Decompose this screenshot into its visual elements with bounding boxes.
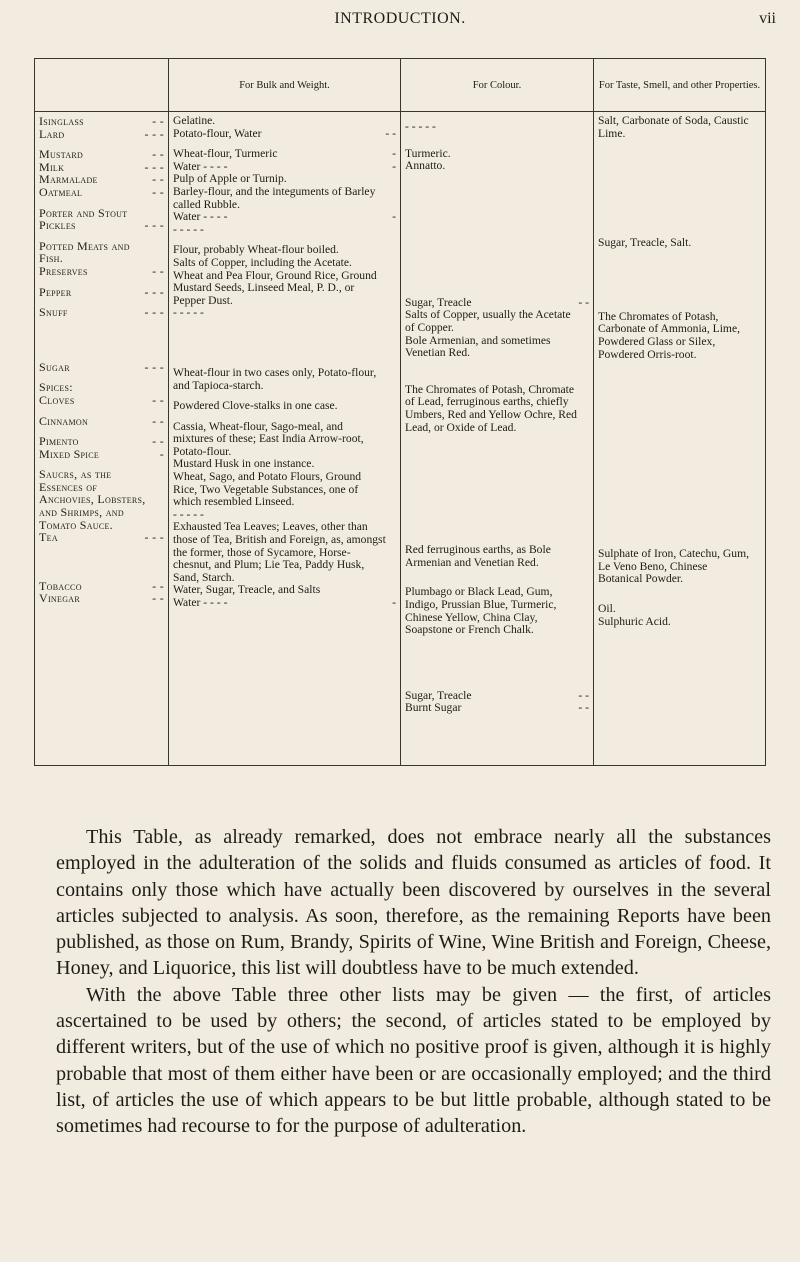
- entry-text: Powdered Clove-stalks in one case.: [173, 399, 338, 413]
- entry-text: - - - - -: [405, 120, 436, 133]
- entry-text: Mustard Husk in one instance.: [173, 457, 315, 471]
- table-cell-entry: [173, 257, 396, 270]
- entry-text: - - - - -: [173, 222, 204, 236]
- leader-dashes: - - -: [144, 218, 164, 233]
- table-cell-entry: [598, 311, 761, 361]
- table-cell-entry: [173, 421, 396, 459]
- entry-text: Annatto.: [405, 159, 446, 173]
- entry-text: Lard: [39, 126, 65, 141]
- leader-dashes: - -: [152, 591, 164, 606]
- table-cell-entry: [405, 586, 589, 636]
- table-body-row: [35, 112, 766, 766]
- entry-text: Tea: [39, 530, 58, 545]
- article-entry: [39, 265, 164, 278]
- article-entry: [39, 286, 164, 299]
- leader-dashes: -: [392, 147, 396, 161]
- entry-text: Water - - - -: [173, 159, 228, 173]
- table-cell-entry: [405, 384, 589, 434]
- entry-text: Pimento: [39, 434, 79, 449]
- bulk-column: [169, 112, 401, 766]
- entry-text: Vinegar: [39, 591, 80, 606]
- leader-dashes: - -: [152, 263, 164, 278]
- table-cell-entry: [173, 186, 396, 211]
- entry-text: Isinglass: [39, 114, 84, 128]
- adulterants-table: [34, 58, 766, 766]
- entry-text: The Chromates of Potash, Carbonate of Ammonia, Lime, Powdered Glass or Silex, Powdered Orris-root.: [598, 309, 740, 361]
- leader-dashes: -: [392, 159, 396, 173]
- entry-text: Sugar, Treacle, Salt.: [598, 236, 692, 250]
- entry-text: Cloves: [39, 392, 75, 407]
- table-cell-entry: [173, 307, 396, 320]
- entry-text: Cinnamon: [39, 413, 89, 428]
- column-header-article: [35, 59, 169, 112]
- entry-text: Milk: [39, 159, 65, 174]
- article-entry: [39, 448, 164, 461]
- leader-dashes: - - -: [144, 305, 164, 320]
- leader-dashes: - -: [385, 126, 396, 140]
- leader-dashes: - - -: [144, 359, 164, 374]
- entry-text: Tobacco: [39, 578, 82, 593]
- leader-dashes: - -: [578, 701, 589, 715]
- entry-text: Mustard: [39, 147, 84, 162]
- table-cell-entry: [405, 544, 589, 569]
- page-number: vii: [759, 10, 776, 27]
- entry-text: Flour, probably Wheat-flour boiled.: [173, 243, 339, 257]
- entry-text: Salts of Copper, usually the Acetate of Copper.: [405, 308, 571, 334]
- table-cell-entry: [405, 335, 589, 360]
- entry-text: Plumbago or Black Lead, Gum, Indigo, Prussian Blue, Turmeric, Chinese Yellow, China Clay, Soapstone or French Chalk.: [405, 585, 557, 637]
- colour-column: [401, 112, 594, 766]
- table-cell-entry: [598, 115, 761, 140]
- entry-text: Barley-flour, and the integuments of Barley called Rubble.: [173, 184, 376, 211]
- table-cell-entry: [173, 597, 396, 610]
- leader-dashes: - -: [152, 392, 164, 407]
- table-cell-entry: [173, 270, 396, 308]
- paragraph: This Table, as already remarked, does not embrace nearly all the substances employed in the adulteration of the solids and fluids consumed as articles of food. It contains only those which have actually been discovered by ourselves in the several articles subjected to analysis. As soon, therefore, as the remaining Reports have been published, as those on Rum, Brandy, Spirits of Wine, Wine British and Foreign, Cheese, Honey, and Liquorice, this list will doubtless have to be much extended.: [56, 826, 771, 980]
- entry-text: Preserves: [39, 263, 88, 278]
- table-header-row: [35, 59, 766, 112]
- table-cell-entry: [598, 237, 761, 250]
- entry-text: Cassia, Wheat-flour, Sago-meal, and mixtures of these; East India Arrow-root, Potato-flour.: [173, 419, 364, 458]
- table-cell-entry: [173, 224, 396, 237]
- table-cell-entry: [173, 521, 396, 584]
- table-cell-entry: [405, 121, 589, 134]
- entry-text: Pulp of Apple or Turnip.: [173, 172, 287, 186]
- entry-text: Sugar, Treacle: [405, 295, 472, 309]
- table-cell-entry: [173, 128, 396, 141]
- entry-text: Potted Meats and Fish.: [39, 238, 130, 266]
- article-entry: [39, 115, 164, 128]
- leader-dashes: - -: [152, 413, 164, 428]
- leader-dashes: -: [392, 596, 396, 609]
- entry-text: Marmalade: [39, 172, 98, 187]
- entry-text: Wheat-flour, Turmeric: [173, 147, 278, 161]
- leader-dashes: -: [392, 210, 396, 224]
- article-entry: [39, 531, 164, 544]
- article-entry: [39, 148, 164, 161]
- leader-dashes: - -: [152, 114, 164, 128]
- paragraph: With the above Table three other lists may be given — the first, of articles ascertained to be used by others; the second, of articles stated to be employed by different writers, but of the use of which no positive proof is given, although it is highly probable that most of them either have been or are occasionally employed; and the third list, of articles the use of which appears to be but little probable, although stated to be sometimes had recourse to for the purpose of adulteration.: [56, 983, 771, 1138]
- entry-text: Porter and Stout: [39, 205, 128, 220]
- entry-text: Bole Armenian, and sometimes Venetian Red.: [405, 333, 551, 360]
- table-cell-entry: [598, 603, 761, 616]
- entry-text: Sugar: [39, 359, 70, 374]
- entry-text: Burnt Sugar: [405, 701, 462, 715]
- article-entry: [39, 240, 164, 265]
- entry-text: Red ferruginous earths, as Bole Armenian and Venetian Red.: [405, 543, 551, 569]
- entry-text: Sugar, Treacle: [405, 688, 472, 702]
- table-cell-entry: [173, 400, 396, 413]
- entry-text: Pepper: [39, 284, 72, 299]
- entry-text: Salts of Copper, including the Acetate.: [173, 255, 352, 269]
- entry-text: Wheat, Sago, and Potato Flours, Ground Rice, Two Vegetable Substances, one of which resembled Linseed.: [173, 470, 362, 509]
- article-entry: [39, 186, 164, 199]
- table-bottom-rule: [35, 765, 766, 766]
- entry-text: Gelatine.: [173, 114, 216, 127]
- entry-text: Spices:: [39, 380, 73, 395]
- article-entry: [39, 415, 164, 428]
- entry-text: Oatmeal: [39, 184, 83, 199]
- column-header-colour: For Colour.: [401, 59, 594, 112]
- entry-text: Saucrs, as the Essences of Anchovies, Lobsters, and Shrimps, and Tomato Sauce.: [39, 467, 146, 532]
- leader-dashes: - -: [578, 688, 589, 702]
- article-entry: [39, 394, 164, 407]
- entry-text: Salt, Carbonate of Soda, Caustic Lime.: [598, 114, 749, 140]
- article-entry: [39, 306, 164, 319]
- entry-text: The Chromates of Potash, Chromate of Lead, ferruginous earths, chiefly Umbers, Red and Yellow Ochre, Red Lead, or Oxide of Lead.: [405, 382, 577, 434]
- entry-text: Oil.: [598, 601, 616, 615]
- table-cell-entry: [405, 309, 589, 334]
- entry-text: Wheat and Pea Flour, Ground Rice, Ground Mustard Seeds, Linseed Meal, P. D., or Pepper Dust.: [173, 268, 377, 307]
- leader-dashes: - - -: [144, 530, 164, 545]
- page-header: [0, 10, 800, 40]
- leader-dashes: - -: [152, 578, 164, 593]
- article-entry: [39, 592, 164, 605]
- entry-text: Snuff: [39, 305, 68, 320]
- table-cell-entry: [173, 211, 396, 224]
- table-cell-entry: [405, 702, 589, 715]
- taste-column: [594, 112, 766, 766]
- running-head: INTRODUCTION.: [334, 10, 466, 27]
- article-entry: [39, 468, 164, 531]
- article-entry: [39, 435, 164, 448]
- article-entry: [39, 128, 164, 141]
- entry-text: Pickles: [39, 218, 76, 233]
- table-cell-entry: [173, 115, 396, 128]
- column-header-bulk: For Bulk and Weight.: [169, 59, 401, 112]
- table-cell-entry: [173, 471, 396, 509]
- articles-column: [35, 112, 169, 766]
- leader-dashes: - - -: [144, 159, 164, 174]
- leader-dashes: - -: [578, 295, 589, 309]
- article-entry: [39, 361, 164, 374]
- leader-dashes: - -: [152, 184, 164, 199]
- leader-dashes: - -: [152, 172, 164, 187]
- entry-text: Wheat-flour in two cases only, Potato-flour, and Tapioca-starch.: [173, 365, 377, 392]
- entry-text: Potato-flour, Water: [173, 126, 262, 140]
- table-cell-entry: [598, 616, 761, 629]
- leader-dashes: - - -: [144, 126, 164, 141]
- entry-text: Water, Sugar, Treacle, and Salts: [173, 583, 321, 597]
- entry-text: - - - - -: [173, 507, 204, 521]
- entry-text: Exhausted Tea Leaves; Leaves, other than those of Tea, British and Foreign, as, amongst the former, those of Sycamore, Horse-chesnut, and Plum; Lie Tea, Paddy Husk, Sand, Starch.: [173, 520, 386, 584]
- entry-text: Sulphuric Acid.: [598, 614, 671, 628]
- entry-text: Water - - - -: [173, 210, 228, 224]
- body-text: [56, 824, 771, 1140]
- table-cell-entry: [173, 367, 396, 392]
- table-cell-entry: [598, 548, 761, 586]
- entry-text: - - - - -: [173, 306, 204, 320]
- column-header-taste: For Taste, Smell, and other Properties.: [594, 59, 766, 112]
- entry-text: Water - - - -: [173, 596, 228, 609]
- leader-dashes: - -: [152, 147, 164, 162]
- article-entry: [39, 219, 164, 232]
- entry-text: Mixed Spice: [39, 446, 100, 461]
- leader-dashes: -: [159, 446, 164, 461]
- table-cell-entry: [405, 160, 589, 173]
- leader-dashes: - - -: [144, 284, 164, 299]
- entry-text: Sulphate of Iron, Catechu, Gum, Le Veno Beno, Chinese Botanical Powder.: [598, 547, 750, 586]
- leader-dashes: - -: [152, 434, 164, 449]
- table-cell-entry: [173, 148, 396, 161]
- entry-text: Turmeric.: [405, 146, 451, 160]
